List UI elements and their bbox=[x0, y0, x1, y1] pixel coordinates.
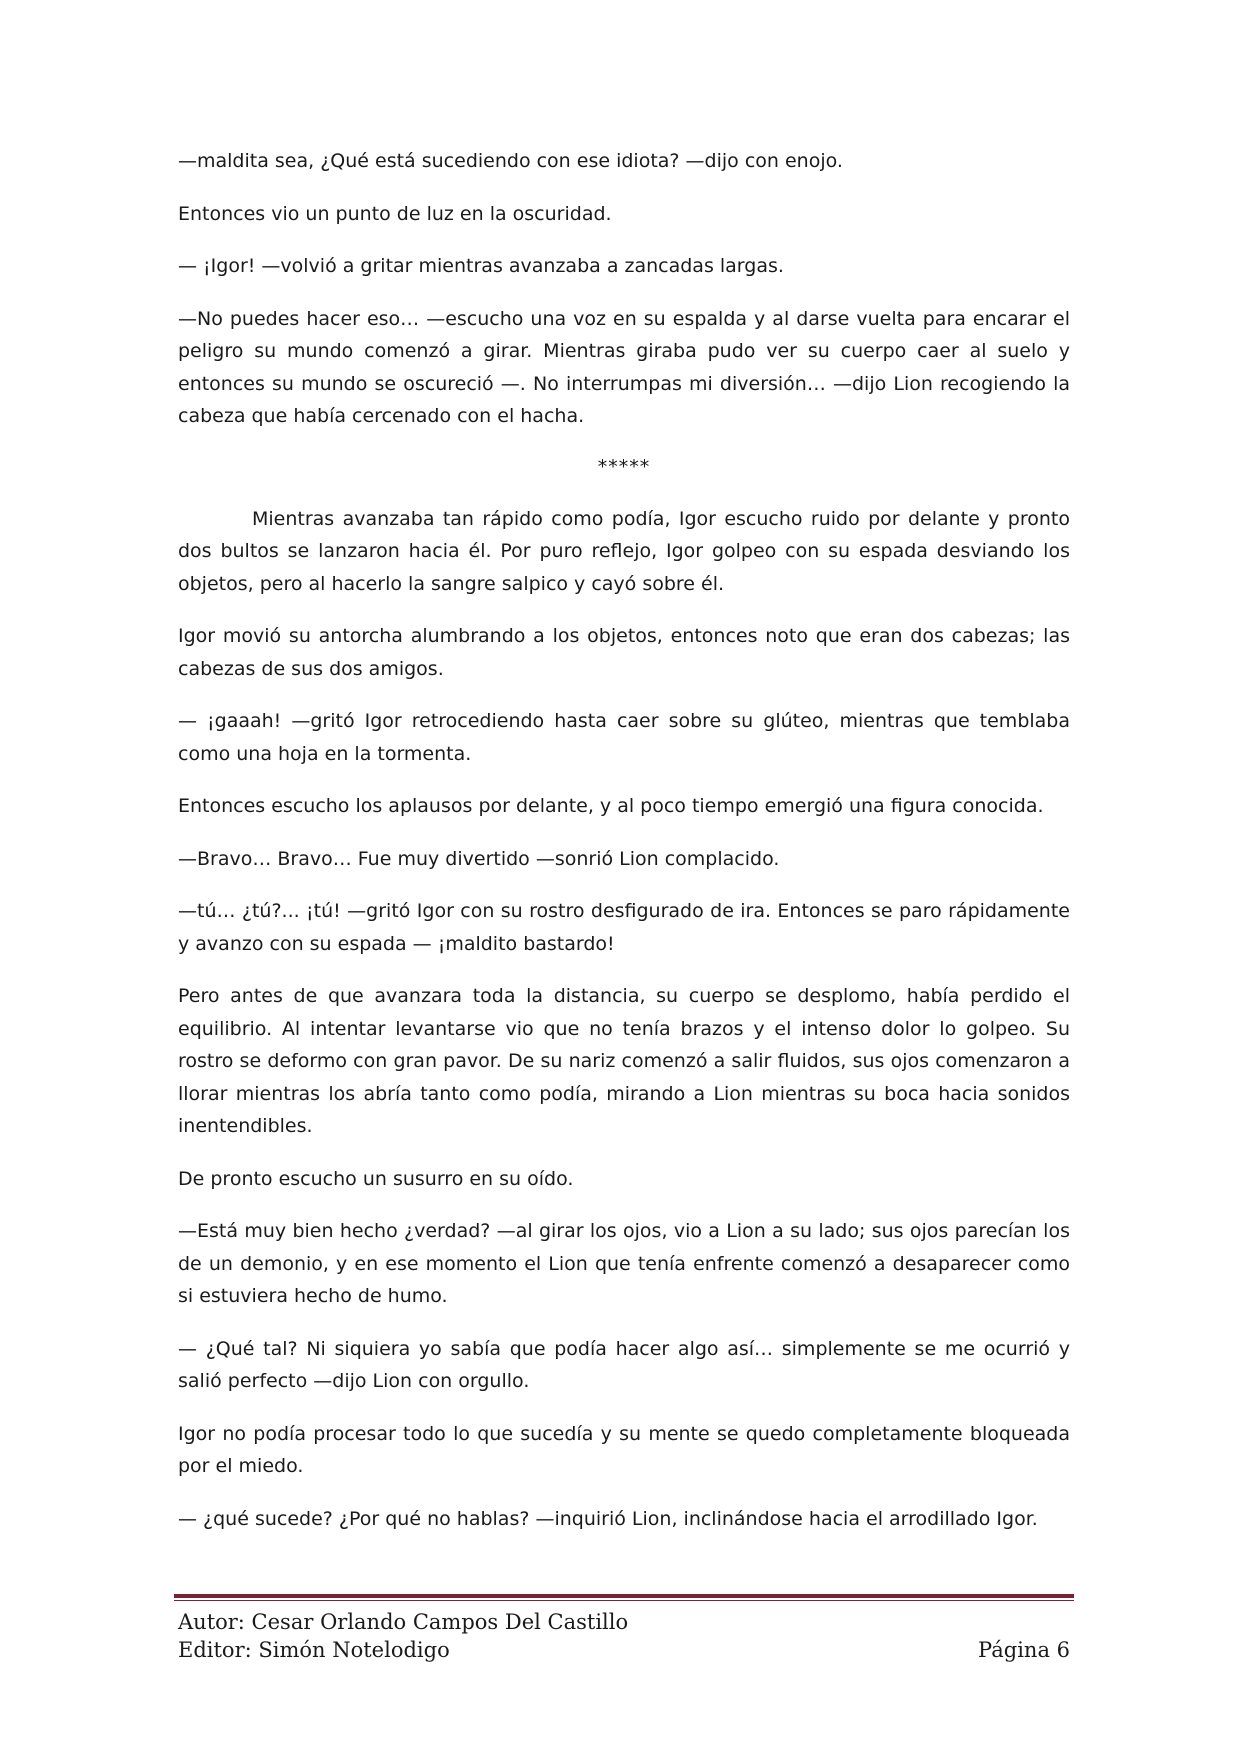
footer-author-row bbox=[178, 1608, 1070, 1636]
paragraph: Igor no podía procesar todo lo que sucedía y su mente se quedo completamente bloqueada por el miedo. bbox=[178, 1422, 1070, 1477]
paragraph: Entonces escucho los aplausos por delante, y al poco tiempo emergió una figura conocida. bbox=[178, 795, 1044, 817]
paragraph: — ¡gaaah! —gritó Igor retrocediendo hasta caer sobre su glúteo, mientras que temblaba como una hoja en la tormenta. bbox=[178, 710, 1070, 765]
footer-author: Autor: Cesar Orlando Campos Del Castillo bbox=[178, 1610, 629, 1634]
paragraph: Igor movió su antorcha alumbrando a los objetos, entonces noto que eran dos cabezas; las cabezas de sus dos amigos. bbox=[178, 625, 1070, 680]
footer-divider bbox=[174, 1594, 1074, 1601]
paragraph: —maldita sea, ¿Qué está sucediendo con ese idiota? —dijo con enojo. bbox=[178, 150, 843, 172]
footer-editor-row bbox=[178, 1636, 1070, 1664]
page-body bbox=[178, 145, 1070, 1555]
page-number: Página 6 bbox=[978, 1638, 1070, 1662]
paragraph: Pero antes de que avanzara toda la distancia, su cuerpo se desplomo, había perdido el equilibrio. Al intentar levantarse vio que no tenía brazos y el intenso dolor lo golpeo. Su rostro se deformo con gran pavor. De su nariz comenzó a salir fluidos, sus ojos comenzaron a llorar mientras los abría tanto como podía, mirando a Lion mientras su boca hacia sonidos inentendibles. bbox=[178, 985, 1070, 1137]
paragraph: —Está muy bien hecho ¿verdad? —al girar los ojos, vio a Lion a su lado; sus ojos parecían los de un demonio, y en ese momento el Lion que tenía enfrente comenzó a desaparecer como si estuviera hecho de humo. bbox=[178, 1220, 1070, 1307]
paragraph: — ¿qué sucede? ¿Por qué no hablas? —inquirió Lion, inclinándose hacia el arrodillado Igor. bbox=[178, 1507, 1038, 1530]
footer-divider-thin bbox=[174, 1600, 1074, 1601]
scene-separator: ***** bbox=[597, 455, 651, 478]
paragraph: —Bravo… Bravo… Fue muy divertido —sonrió Lion complacido. bbox=[178, 847, 780, 870]
paragraph: De pronto escucho un susurro en su oído. bbox=[178, 1167, 574, 1190]
paragraph: — ¡Igor! —volvió a gritar mientras avanzaba a zancadas largas. bbox=[178, 255, 784, 277]
paragraph: — ¿Qué tal? Ni siquiera yo sabía que podía hacer algo así… simplemente se me ocurrió y salió perfecto —dijo Lion con orgullo. bbox=[178, 1337, 1070, 1392]
paragraph: Entonces vio un punto de luz en la oscuridad. bbox=[178, 202, 612, 225]
paragraph: —tú… ¿tú?... ¡tú! —gritó Igor con su rostro desfigurado de ira. Entonces se paro rápidamente y avanzo con su espada — ¡maldito bastardo! bbox=[178, 900, 1070, 955]
paragraph: —No puedes hacer eso… —escucho una voz en su espalda y al darse vuelta para encarar el peligro su mundo comenzó a girar. Mientras giraba pudo ver su cuerpo caer al suelo y entonces su mundo se oscureció —. No interrumpas mi diversión… —dijo Lion recogiendo la cabeza que había cercenado con el hacha. bbox=[178, 307, 1070, 427]
footer-divider-thick bbox=[174, 1594, 1074, 1598]
footer-editor: Editor: Simón Notelodigo bbox=[178, 1638, 450, 1662]
page-footer bbox=[178, 1608, 1070, 1664]
paragraph: Mientras avanzaba tan rápido como podía, Igor escucho ruido por delante y pronto dos bultos se lanzaron hacia él. Por puro reflejo, Igor golpeo con su espada desviando los objetos, pero al hacerlo la sangre salpico y cayó sobre él. bbox=[178, 507, 1070, 595]
